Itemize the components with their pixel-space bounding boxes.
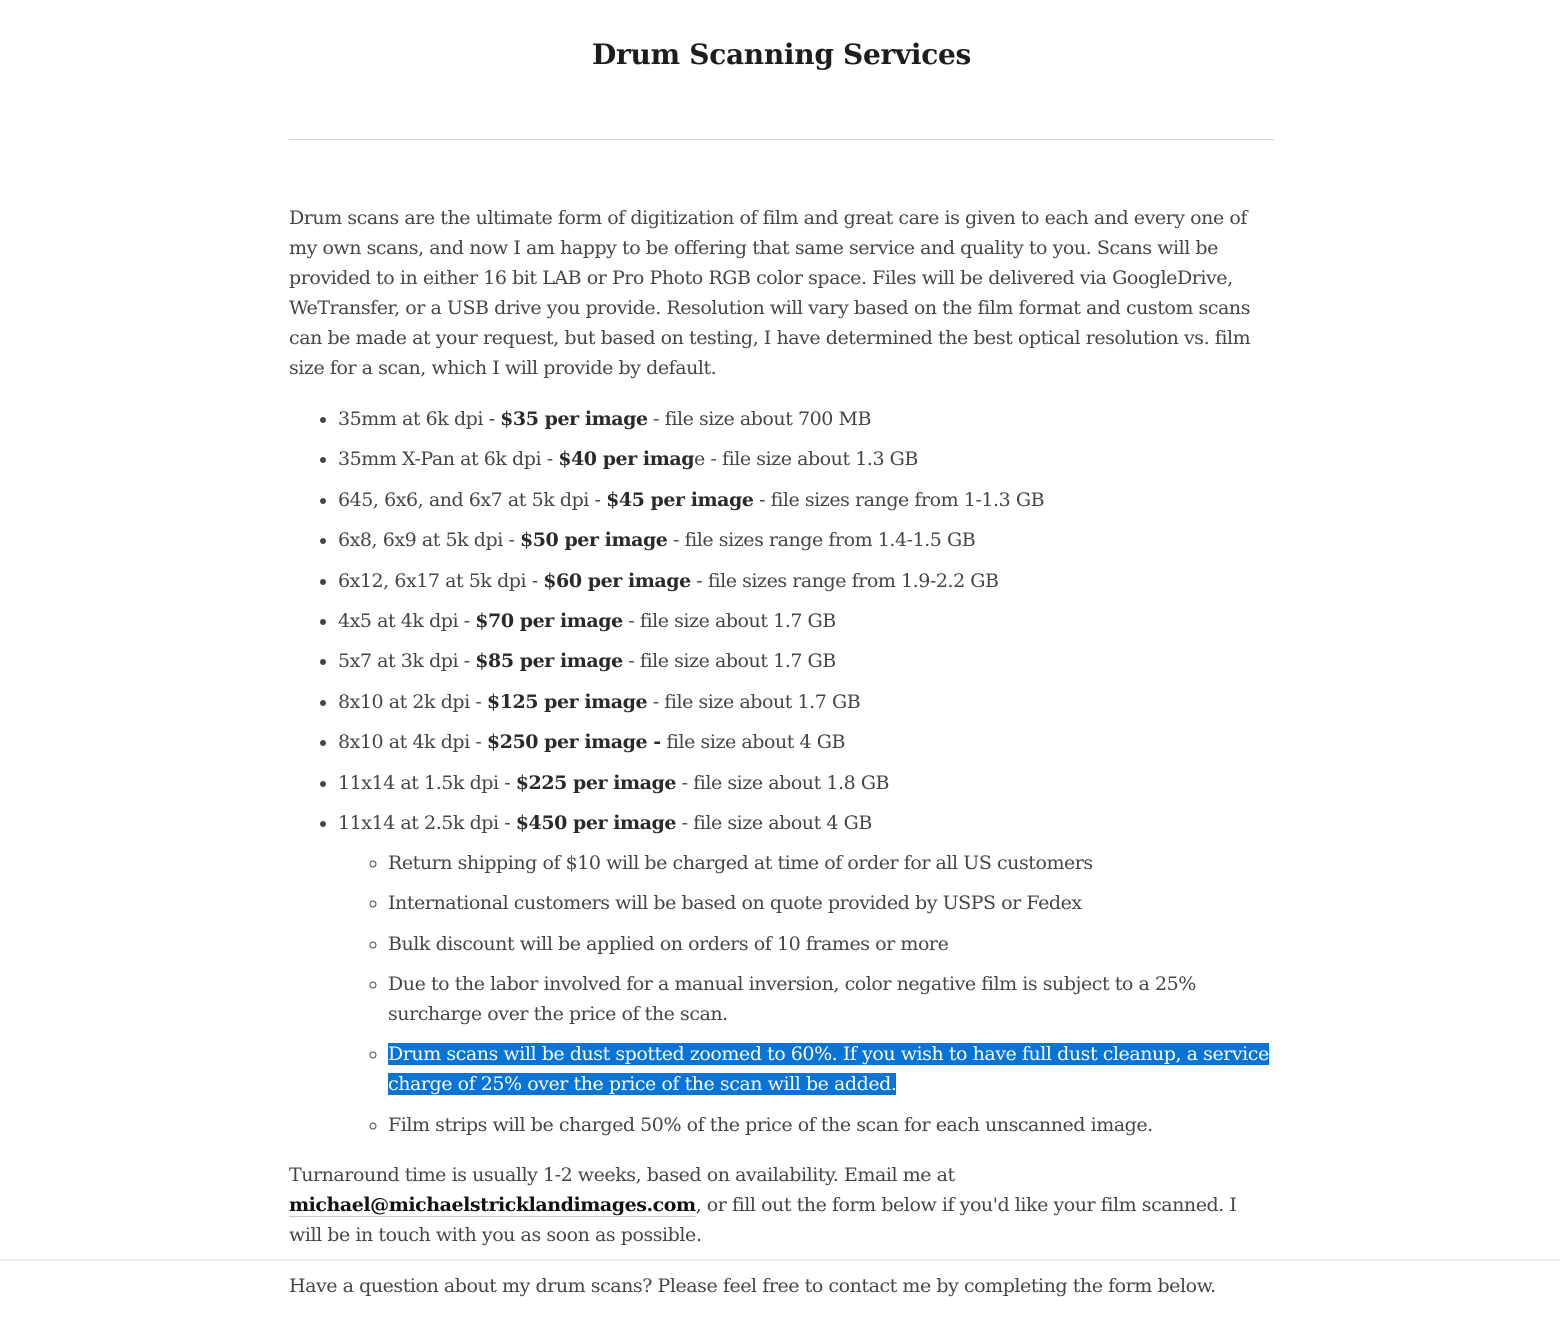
price-item (338, 808, 1274, 1140)
price-item (338, 525, 1274, 555)
title-divider (289, 139, 1274, 140)
price-amount: $450 per image (515, 811, 676, 834)
price-amount: $40 per imag (558, 448, 695, 471)
price-amount: $50 per image (520, 529, 668, 552)
price-amount: $45 per image (606, 488, 754, 511)
note-item: ◦ International customers will be based on quote provided by USPS or Fedex (388, 888, 1274, 918)
price-amount: $70 per image (475, 609, 623, 632)
price-format: 5x7 at 3k dpi - (338, 650, 476, 673)
price-format: 35mm X-Pan at 6k dpi - (338, 448, 559, 471)
price-format: 35mm at 6k dpi - (338, 408, 501, 430)
price-format: 8x10 at 4k dpi - (338, 731, 487, 754)
question-paragraph: Have a question about my drum scans? Please feel free to contact me by completing the form below. (289, 1274, 1216, 1297)
price-item (338, 727, 1274, 757)
article-body (289, 203, 1274, 1322)
price-format: 11x14 at 1.5k dpi - (338, 771, 516, 794)
price-item (338, 485, 1274, 515)
price-item (338, 768, 1274, 798)
price-format: 6x12, 6x17 at 5k dpi - (338, 569, 544, 592)
price-filesize: - file sizes range from 1-1.3 GB (753, 488, 1045, 511)
selected-text[interactable]: Drum scans will be dust spotted zoomed to 60%. If you wish to have full dust cleanup, a service charge of 25% over the price of the scan will be added. (388, 1043, 1269, 1096)
price-filesize: - file sizes range from 1.4-1.5 GB (667, 529, 976, 552)
price-format: 6x8, 6x9 at 5k dpi - (338, 529, 520, 552)
note-item: ◦ Return shipping of $10 will be charged at time of order for all US customers (388, 848, 1274, 878)
price-filesize: - file size about 1.7 GB (622, 609, 836, 632)
price-filesize: - file size about 1.8 GB (675, 771, 890, 794)
price-filesize: - file sizes range from 1.9-2.2 GB (690, 569, 999, 592)
price-amount: $125 per image (486, 690, 648, 713)
notes-list (338, 848, 1274, 1140)
turnaround-text: Turnaround time is usually 1-2 weeks, based on availability. Email me at (289, 1163, 955, 1186)
turnaround-text-end: , or fill out the form below if you'd like your film scanned. I will be in touch with you as soon as possible. (289, 1193, 1237, 1246)
price-item (338, 606, 1274, 636)
price-filesize: - file size about 1.7 GB (622, 650, 836, 673)
price-item (338, 444, 1274, 474)
intro-paragraph: Drum scans are the ultimate form of digitization of film and great care is given to each and every one of my own scans, and now I am happy to be offering that same service and quality to you. Scans will be provided to in either 16 bit LAB or Pro Photo RGB color space. Files will be delivered via GoogleDrive, WeTransfer, or a USB drive you provide. Resolution will vary based on the film format and custom scans can be made at your request, but based on testing, I have determined the best optical resolution vs. film size for a scan, which I will provide by default. (289, 207, 1251, 379)
price-filesize: file size about 4 GB (660, 731, 846, 754)
price-format: 8x10 at 2k dpi - (338, 690, 487, 713)
email-link[interactable]: michael@michaelstricklandimages.com (289, 1193, 696, 1216)
price-item (338, 687, 1274, 717)
price-format: 11x14 at 2.5k dpi - (338, 811, 516, 834)
price-format: 645, 6x6, and 6x7 at 5k dpi - (338, 488, 607, 511)
price-amount: $35 per image (500, 408, 648, 430)
note-item: ◦ Film strips will be charged 50% of the price of the scan for each unscanned image. (388, 1110, 1274, 1140)
price-filesize: - file size about 4 GB (675, 811, 872, 834)
price-item (338, 404, 1274, 434)
price-item (338, 646, 1274, 676)
turnaround-paragraph (289, 1160, 1274, 1250)
note-item: ◦ Bulk discount will be applied on orders of 10 frames or more (388, 929, 1274, 959)
note-item: ◦ Due to the labor involved for a manual inversion, color negative film is subject to a 25% surcharge over the price of the scan. (388, 969, 1274, 1029)
price-amount: $225 per image (515, 771, 676, 794)
price-list (289, 404, 1274, 1140)
price-format: 4x5 at 4k dpi - (338, 609, 476, 632)
price-filesize: - file size about 700 MB (647, 408, 871, 430)
page-title: Drum Scanning Services (592, 38, 971, 71)
price-amount: $85 per image (475, 650, 623, 673)
note-item-selected[interactable] (388, 1039, 1274, 1099)
price-item (338, 566, 1274, 596)
price-amount: $250 per image - (486, 731, 661, 754)
price-filesize: e - file size about 1.3 GB (694, 448, 918, 471)
price-filesize: - file size about 1.7 GB (647, 690, 861, 713)
price-amount: $60 per image (543, 569, 691, 592)
